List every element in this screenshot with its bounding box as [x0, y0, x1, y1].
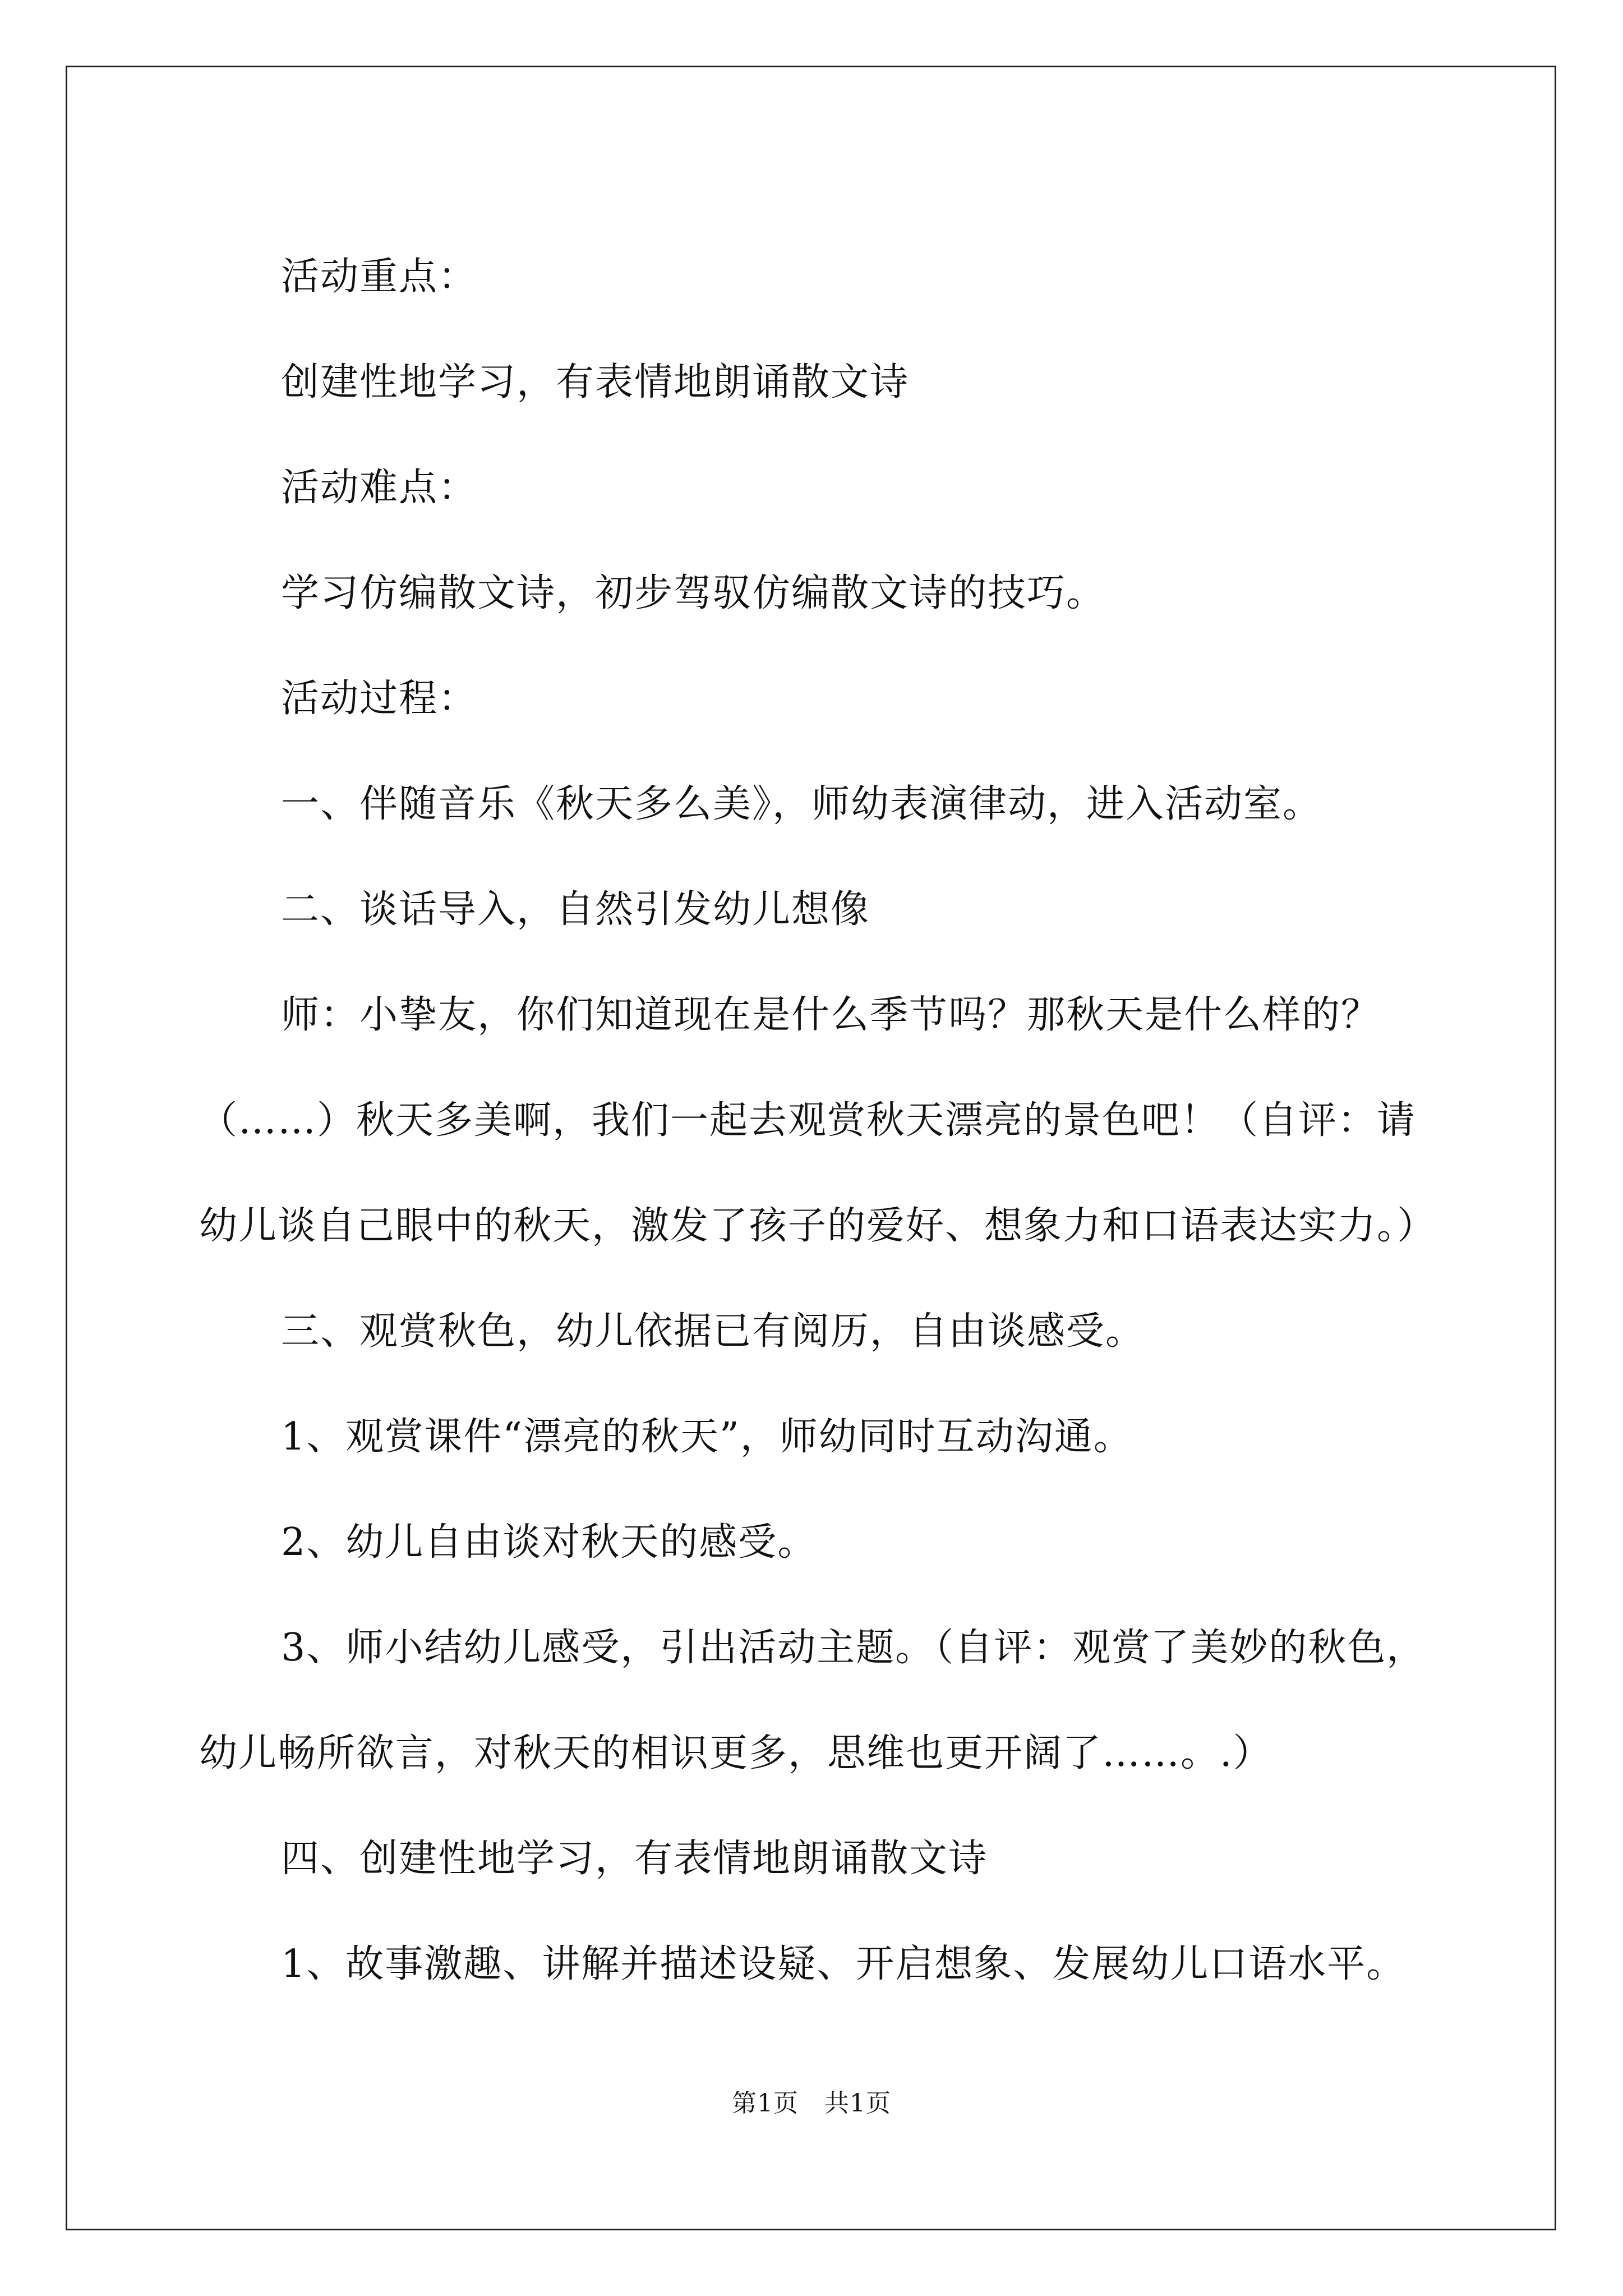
paragraph-step-four: 四、创建性地学习，有表情地朗诵散文诗 — [281, 1837, 988, 1881]
paragraph-activity-difficulty-heading: 活动难点： — [281, 466, 478, 510]
paragraph-step-one: 一、伴随音乐《秋天多么美》，师幼表演律动，进入活动室。 — [281, 782, 1322, 826]
page-number-label: 第1页 — [732, 2089, 799, 2118]
paragraph-step-three-item-3: 3、师小结幼儿感受，引出活动主题。（自评：观赏了美妙的秋色， — [281, 1626, 1426, 1670]
paragraph-activity-focus: 创建性地学习，有表情地朗诵散文诗 — [281, 360, 910, 404]
document-body — [199, 224, 1472, 2017]
paragraph-self-review-one: 幼儿谈自己眼中的秋天，激发了孩子的爱好、想象力和口语表达实力。） — [199, 1204, 1437, 1248]
paragraph-step-four-item-1: 1、故事激趣、讲解并描述设疑、开启想象、发展幼儿口语水平。 — [281, 1942, 1406, 1986]
paragraph-self-review-two: 幼儿畅所欲言，对秋天的相识更多，思维也更开阔了……。.） — [199, 1731, 1272, 1775]
paragraph-teacher-question: 师：小挚友，你们知道现在是什么季节吗？那秋天是什么样的？ — [281, 993, 1381, 1037]
paragraph-activity-process-heading: 活动过程： — [281, 677, 478, 721]
paragraph-activity-focus-heading: 活动重点： — [281, 255, 478, 299]
paragraph-step-three-item-1: 1、观赏课件“漂亮的秋天”，师幼同时互动沟通。 — [281, 1415, 1133, 1459]
page-total-label: 共1页 — [824, 2089, 891, 2118]
paragraph-step-three: 三、观赏秋色，幼儿依据已有阅历，自由谈感受。 — [281, 1309, 1145, 1354]
paragraph-step-two: 二、谈话导入，自然引发幼儿想像 — [281, 887, 870, 932]
page-footer — [0, 2087, 1623, 2120]
paragraph-activity-difficulty: 学习仿编散文诗，初步驾驭仿编散文诗的技巧。 — [281, 571, 1106, 615]
paragraph-step-three-item-2: 2、幼儿自由谈对秋天的感受。 — [281, 1520, 817, 1565]
paragraph-teacher-question-cont: （……）秋天多美啊，我们一起去观赏秋天漂亮的景色吧！（自评：请 — [199, 1098, 1417, 1143]
